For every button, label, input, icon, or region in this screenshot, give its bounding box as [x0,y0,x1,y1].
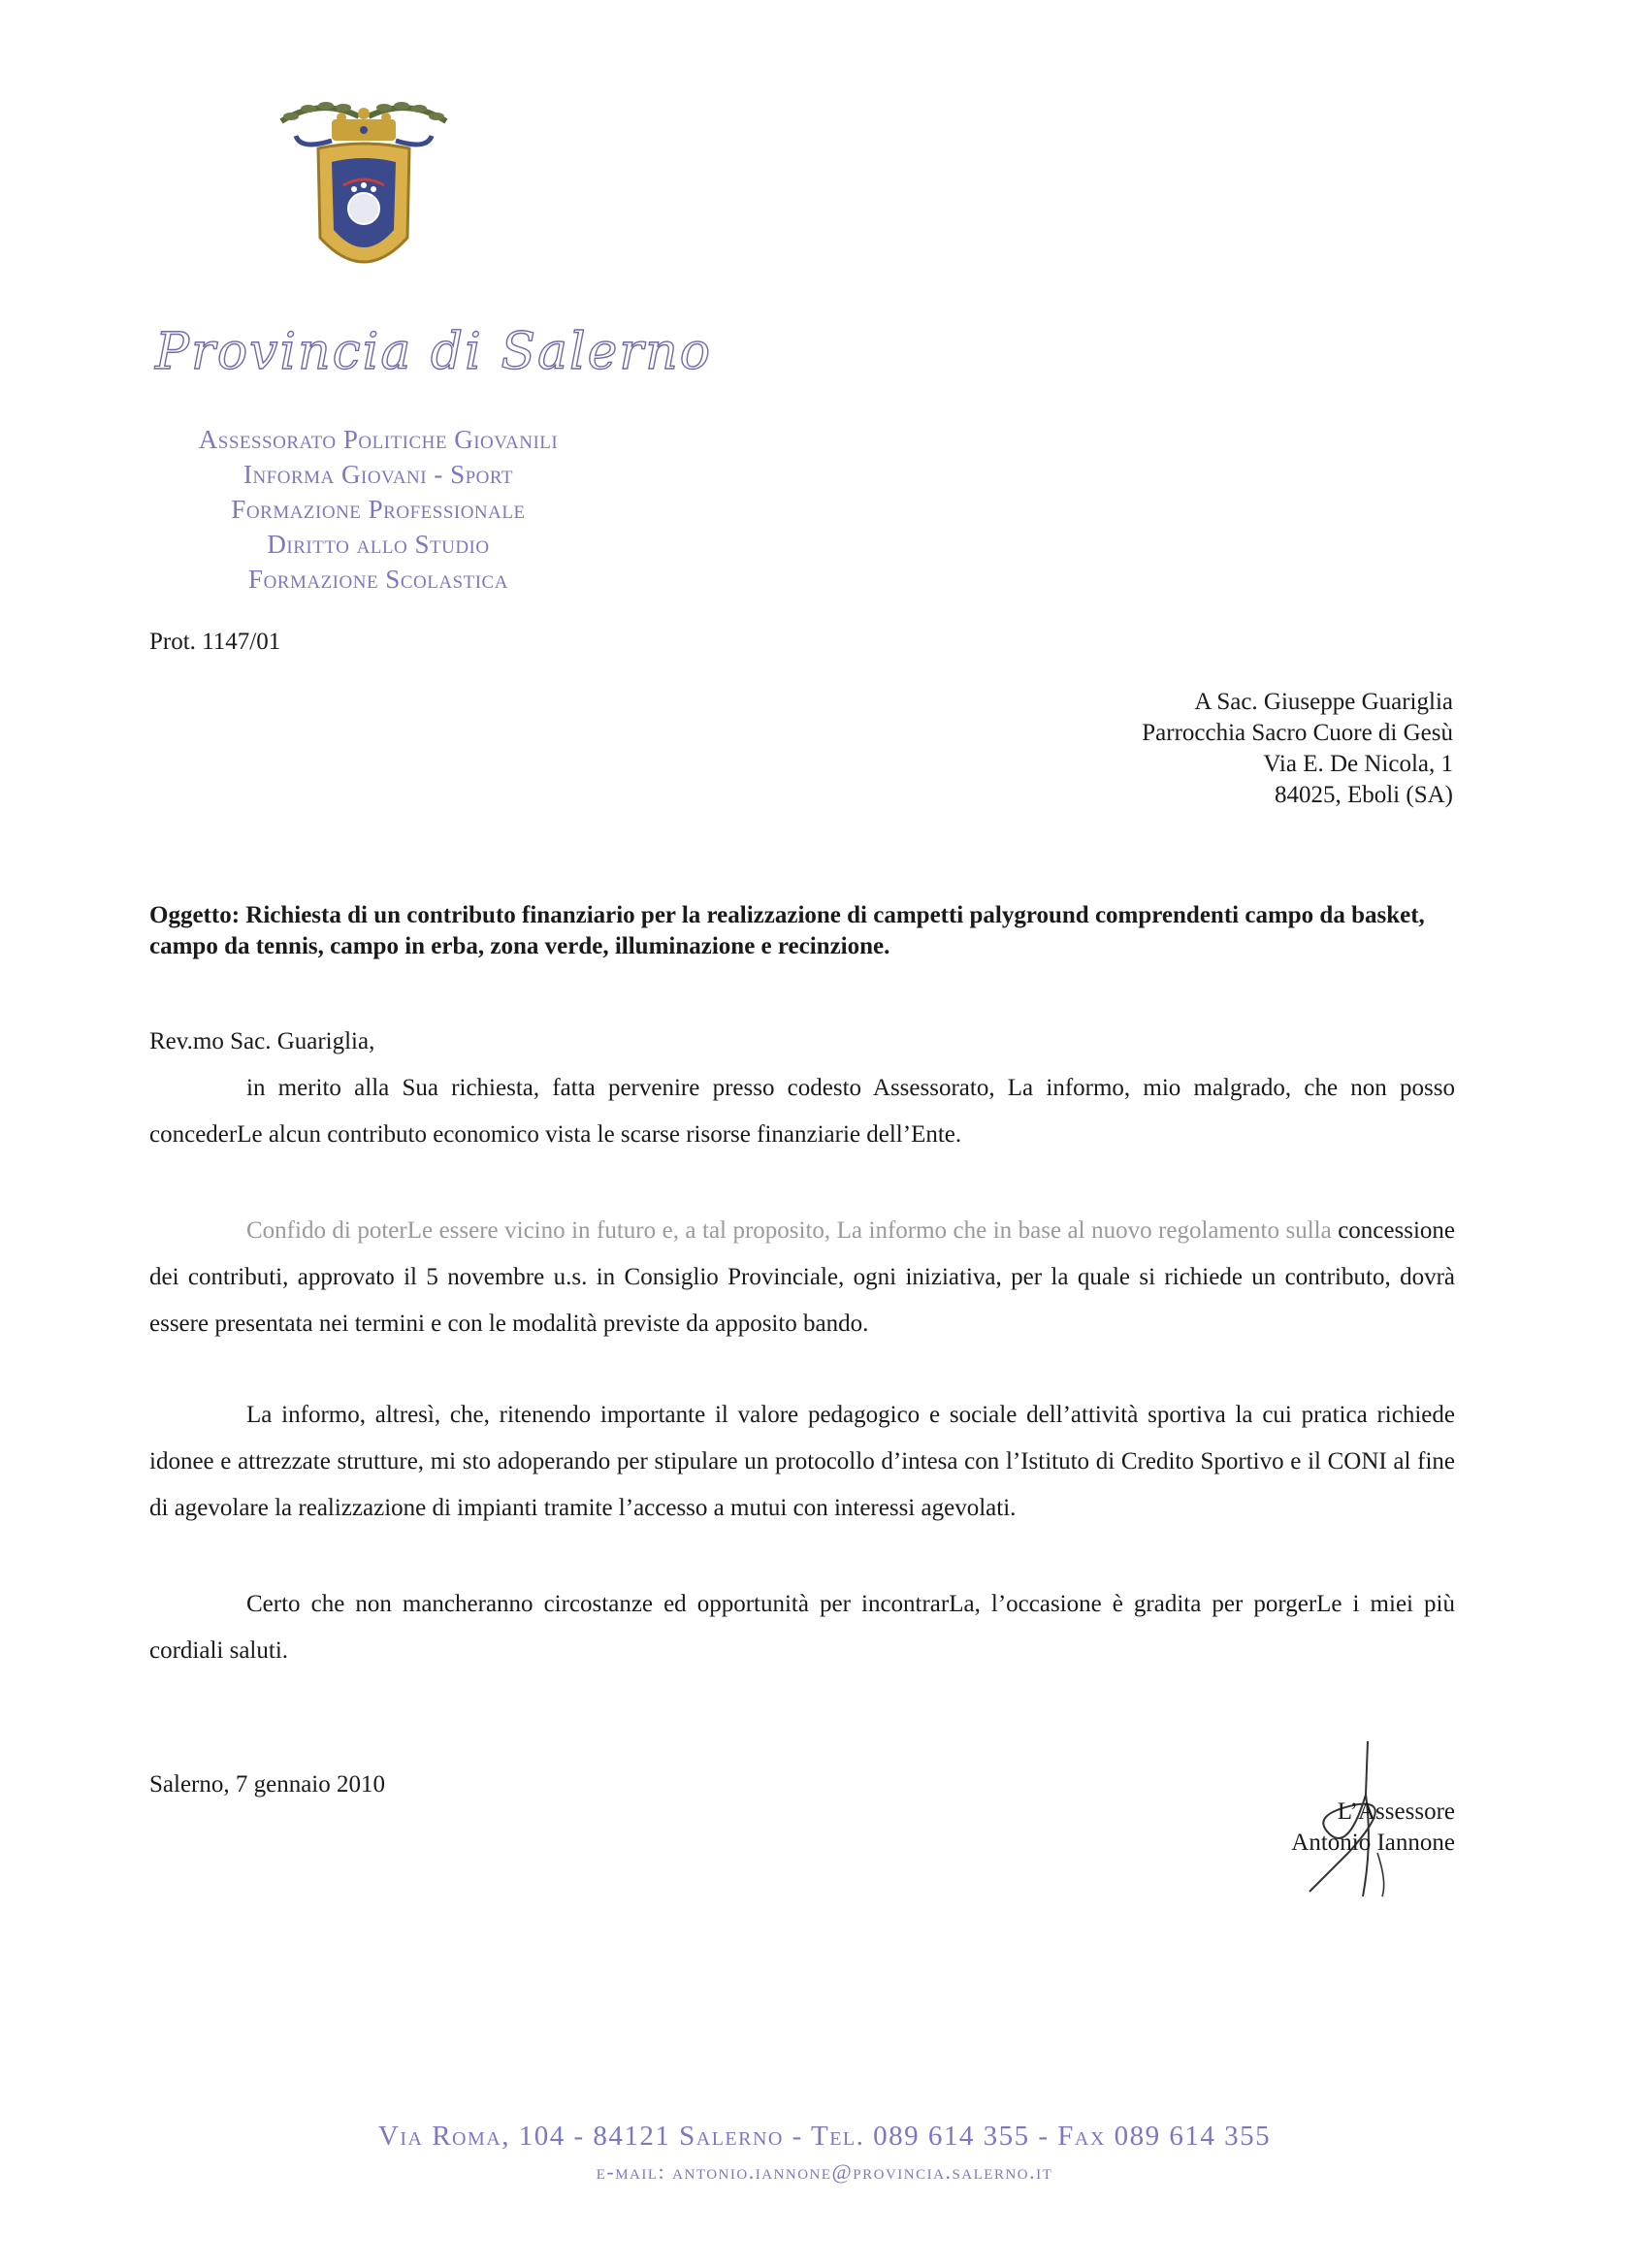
coat-of-arms-icon [262,92,466,296]
body-paragraph: Certo che non mancheranno circostanze ed opportunità per incontrarLa, l’occasione è gradita per porgerLe i miei più cordiali saluti. [149,1591,1455,1664]
recipient-line: A Sac. Giuseppe Guariglia [1194,689,1453,715]
signature-block [1291,1797,1455,1859]
office-line: Formazione Professionale [231,495,526,524]
date-place: Salerno, 7 gennaio 2010 [149,1771,386,1798]
signer-title: L’Assessore [1337,1798,1455,1825]
office-line: Assessorato Politiche Giovanili [198,425,559,454]
recipient-line: 84025, Eboli (SA) [1274,782,1453,808]
provincia-di-salerno-logo [146,308,713,396]
footer-email: e-mail: antonio.iannone@provincia.salerno.it [596,2159,1053,2184]
body-paragraph [149,1208,1455,1347]
office-line: Formazione Scolastica [248,565,508,594]
recipient-line: Via E. De Nicola, 1 [1263,751,1453,777]
svg-text:Provincia di Salerno: Provincia di Salerno [155,323,713,381]
paragraph-text: concessione dei contributi, approvato il 5 novembre u.s. in Consiglio Provinciale, ogni iniziativa, per la quale si richiede un contributo, dovrà essere presentata nei termini e con le modalità previste da apposito bando. [149,1217,1455,1337]
body-paragraph: La informo, altresì, che, ritenendo importante il valore pedagogico e sociale dell’attività sportiva la cui pratica richiede idonee e attrezzate strutture, mi sto adoperando per stipulare un protocollo d’intesa con l’Istituto di Credito Sportivo e il CONI al fine di agevolare la realizzazione di impianti tramite l’accesso a mutui con interessi agevolati. [149,1402,1455,1521]
office-block [146,422,611,597]
body-paragraph: in merito alla Sua richiesta, fatta pervenire presso codesto Assessorato, La informo, mio malgrado, che non posso concederLe alcun contributo economico vista le scarse risorse finanziarie dell’Ente. [149,1075,1455,1148]
office-line: Informa Giovani - Sport [242,460,514,489]
faded-text: Confido di poterLe essere vicino in futuro e, a tal proposito, La informo che in base al nuovo regolamento sulla [246,1217,1332,1244]
salutation: Rev.mo Sac. Guariglia, [149,1028,375,1054]
recipient-address [1142,687,1453,811]
footer-address: Via Roma, 104 - 84121 Salerno - Tel. 089 614 355 - Fax 089 614 355 [377,2121,1272,2152]
protocol-number: Prot. 1147/01 [149,629,281,655]
signer-name: Antonio Iannone [1291,1830,1455,1856]
recipient-line: Parrocchia Sacro Cuore di Gesù [1142,720,1453,746]
letter-subject: Oggetto: Richiesta di un contributo finanziario per la realizzazione di campetti palyground comprendenti campo da basket, campo da tennis, campo in erba, zona verde, illuminazione e recinzione. [149,902,1425,959]
letterhead-footer [0,2117,1649,2188]
office-line: Diritto allo Studio [267,530,490,559]
